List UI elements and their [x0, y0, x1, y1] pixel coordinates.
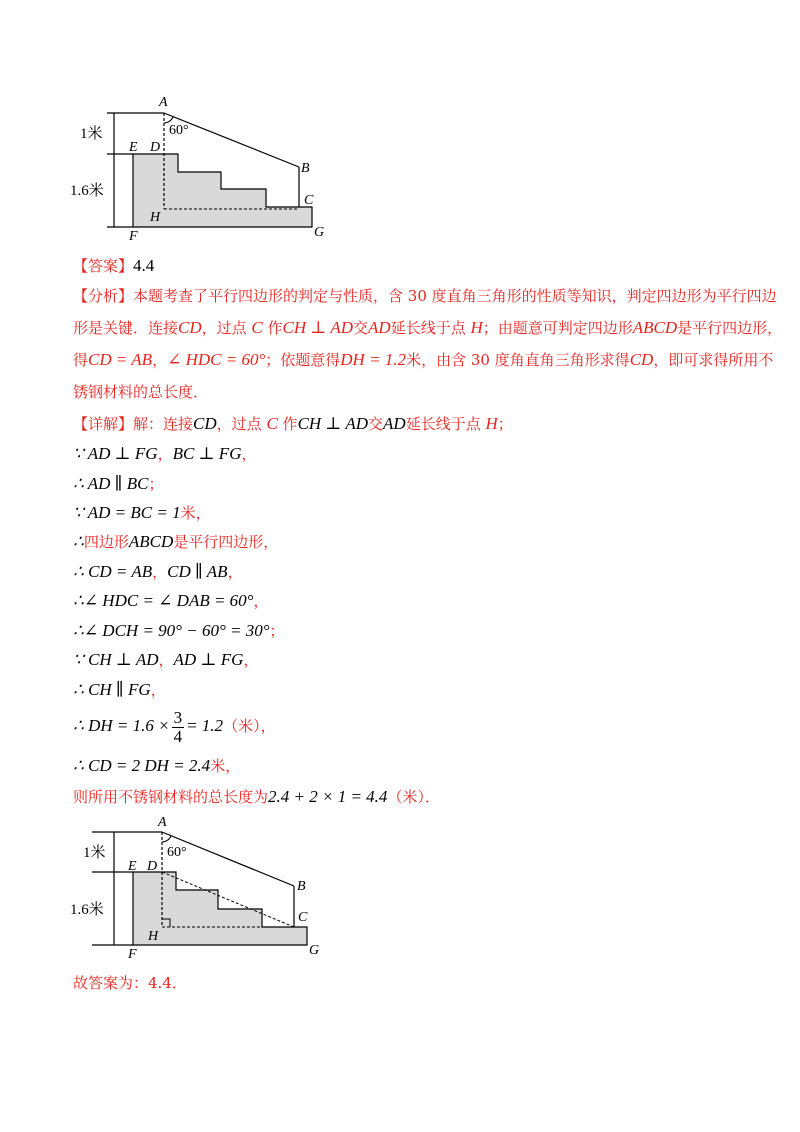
label-h: H: [148, 929, 159, 944]
figure-2: [70, 808, 340, 958]
step-11: ∴ CD = 2 DH = 2.4米，: [73, 756, 241, 775]
step-2: ∴ AD ∥ BC；: [73, 474, 164, 493]
dim-bottom: 1.6米: [70, 183, 104, 199]
analysis-line-2: 形是关键．连接CD，过点 C 作CH ⊥ AD交AD延长线于点 H；由题意可判定四边形ABCD是平行四边形，: [73, 318, 783, 337]
conclusion-line: 故答案为：4.4．: [73, 974, 187, 992]
label-g: G: [314, 225, 325, 240]
label-f: F: [129, 229, 138, 240]
label-c: C: [298, 910, 308, 925]
label-d: D: [147, 859, 158, 874]
label-h: H: [150, 210, 161, 225]
label-d: D: [150, 140, 161, 155]
label-f: F: [128, 947, 137, 958]
label-a: A: [159, 95, 168, 110]
step-5: ∴ CD = AB，CD ∥ AB，: [73, 562, 243, 581]
analysis-line-1: 【分析】本题考查了平行四边形的判定与性质，含 30 度直角三角形的性质等知识，判定四边形为平行四边: [73, 287, 777, 305]
step-12: 则所用不锈钢材料的总长度为2.4 + 2 × 1 = 4.4（米）．: [73, 787, 440, 806]
label-b: B: [297, 879, 306, 894]
label-e: E: [128, 859, 137, 874]
fraction: $\frac{3}{4}$: [173, 707, 183, 746]
label-c: C: [304, 193, 314, 208]
step-7: ∴∠ DCH = 90° − 60° = 30°；: [73, 621, 285, 640]
angle-label: 60°: [167, 845, 187, 860]
step-3: ∵ AD = BC = 1米，: [73, 503, 211, 522]
detail-line-1: 【详解】解：连接CD，过点 C 作CH ⊥ AD交AD延长线于点 H；: [73, 414, 513, 433]
figure-1: [70, 90, 340, 240]
step-4: ∴四边形ABCD是平行四边形，: [73, 532, 279, 551]
label-e: E: [129, 140, 138, 155]
step-9: ∴ CH ∥ FG，: [73, 680, 166, 699]
step-8: ∵ CH ⊥ AD，AD ⊥ FG，: [73, 650, 259, 669]
dim-bottom: 1.6米: [70, 902, 104, 918]
label-a: A: [158, 815, 167, 830]
label-g: G: [309, 943, 320, 958]
step-10: ∴ DH = 1.6 × $\frac{3}{4}$ = 1.2（米），: [73, 707, 276, 746]
stair-shape: [133, 872, 307, 945]
dim-top: 1米: [83, 845, 106, 861]
step-6: ∴∠ HDC = ∠ DAB = 60°，: [73, 591, 269, 610]
dim-top: 1米: [80, 126, 103, 142]
step-1: ∵ AD ⊥ FG，BC ⊥ FG，: [73, 444, 257, 463]
analysis-line-3: 得CD = AB，∠ HDC = 60°；依题意得DH = 1.2米，由含 30 度角直角三角形求得CD，即可求得所用不: [73, 350, 774, 369]
answer-line: 【答案】4.4: [73, 256, 155, 275]
label-b: B: [301, 161, 310, 176]
angle-label: 60°: [169, 123, 189, 138]
analysis-line-4: 锈钢材料的总长度．: [73, 383, 209, 401]
